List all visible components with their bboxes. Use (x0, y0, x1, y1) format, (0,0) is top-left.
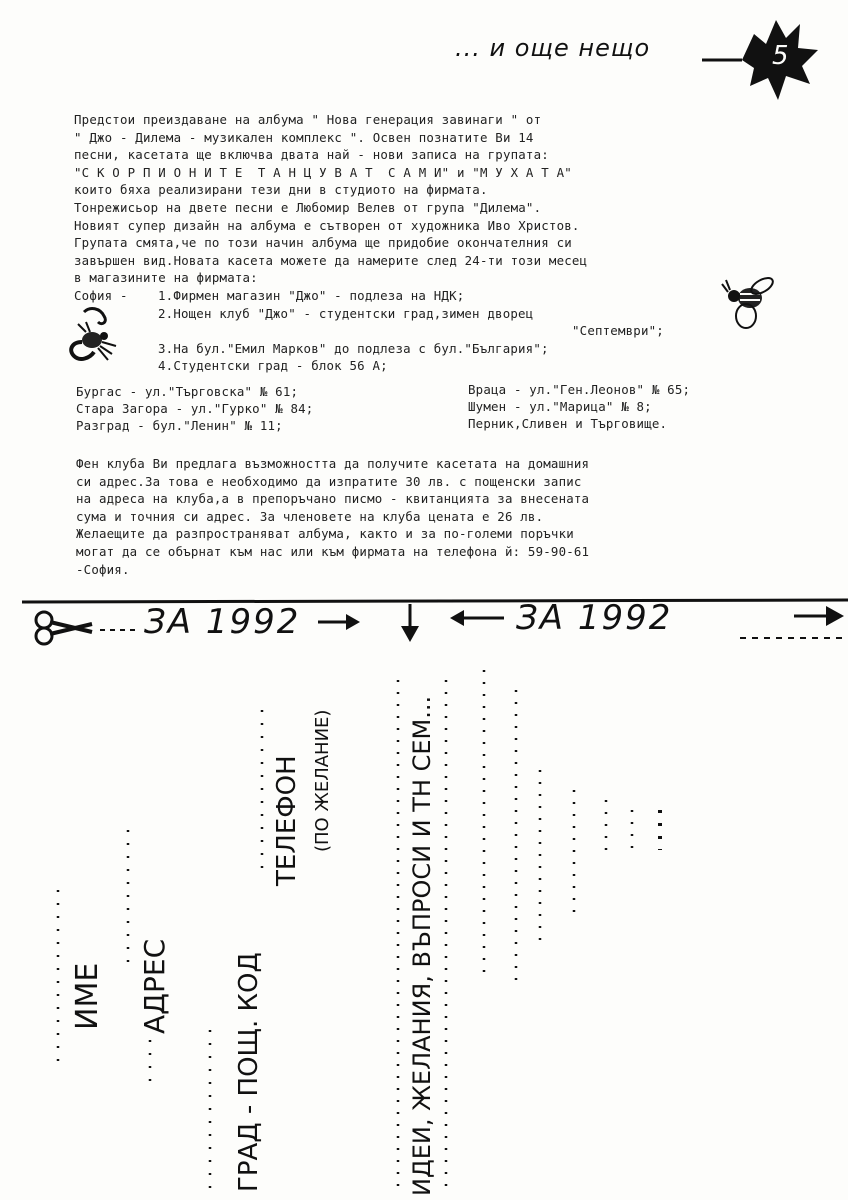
arrow-right-end-icon (794, 606, 844, 626)
shop-item: 1.Фирмен магазин "Джо" - подлеза на НДК; (158, 288, 465, 303)
text-line: Групата смята,че по този начин албума ще придобие окончателния си (74, 235, 572, 251)
text-line: Предстои преиздаване на албума " Нова генерация завинаги " от (74, 112, 542, 127)
text-line: които бяха реализирани тези дни в студиото на фирмата. (74, 182, 488, 198)
year-label-left: ЗА 1992 (144, 602, 301, 642)
text-line: "С К О Р П И О Н И Т Е Т А Н Ц У В А Т С А М И" и "М У Х А Т А" (74, 164, 572, 180)
maple-leaf-icon (702, 14, 822, 104)
text-line: завършен вид.Новата касета можете да намерите след 24-ти този месец (74, 252, 588, 268)
shop-item: 4.Студентски град - блок 56 А; (158, 358, 388, 374)
header-title: ... и още нещо (455, 34, 651, 62)
arrow-left-icon (450, 610, 504, 626)
scorpion-icon (64, 306, 120, 366)
text-line: Фен клуба Ви предлага възможността да получите касетата на домашния (76, 456, 590, 471)
field-city-code-label: ГРАД - ПОЩ. КОД (234, 952, 264, 1192)
cut-line (0, 590, 848, 654)
text-line: " Джо - Дилема - музикален комплекс ". Освен познатите Ви 14 (74, 129, 534, 145)
shop-item: "Септември"; (572, 323, 664, 339)
page-number: 5 (772, 41, 789, 71)
field-address-label: АДРЕС (138, 938, 171, 1034)
dotted-write-lines (0, 650, 848, 1200)
city-item: Стара Загора - ул."Гурко" № 84; (76, 401, 314, 416)
arrow-right-icon (318, 614, 360, 630)
arrow-down-icon (401, 604, 419, 642)
text-line: -София. (76, 561, 130, 577)
shop-item: 2.Нощен клуб "Джо" - студентски град,зимен дворец (158, 305, 534, 321)
city-item: Разград - бул."Ленин" № 11; (76, 418, 283, 433)
field-phone-label: ТЕЛЕФОН (272, 755, 302, 886)
text-line: Новият супер дизайн на албума е сътворен от художника Иво Христов. (74, 217, 580, 233)
text-line: на адреса на клуба,а в препоръчано писмо - квитанцията за внесената (76, 491, 590, 507)
shop-item: 3.На бул."Емил Марков" до подлеза с бул."България"; (158, 340, 549, 356)
city-item: Бургас - ул."Търговска" № 61; (76, 384, 299, 399)
text-line: си адрес.За това е необходимо да изпратите 30 лв. с пощенски запис (76, 473, 582, 489)
text-line: песни, касетата ще включва двата най - нови записа на групата: (74, 147, 549, 163)
field-phone-note: (ПО ЖЕЛАНИЕ) (312, 709, 333, 852)
bee-icon (716, 276, 784, 332)
text-line: Желаещите да разпространяват албума, както и за по-големи поръчки (76, 526, 574, 542)
city-item: Шумен - ул."Марица" № 8; (468, 399, 652, 414)
city-item: Враца - ул."Ген.Леонов" № 65; (468, 382, 691, 397)
text-line: в магазините на фирмата: (74, 270, 258, 286)
field-name-label: ИМЕ (70, 962, 105, 1030)
text-line: сума и точния си адрес. За членовете на клуба цената е 26 лв. (76, 508, 544, 524)
text-line: могат да се обърнат към нас или към фирмата на телефона й: 59-90-61 (76, 544, 590, 559)
year-label-right: ЗА 1992 (516, 598, 673, 638)
city-item: Перник,Сливен и Търговище. (468, 416, 668, 431)
text-line: Тонрежисьор на двете песни е Любомир Велев от група "Дилема". (74, 200, 542, 215)
sofia-label: София - (74, 288, 128, 303)
scissors-icon (36, 612, 92, 644)
field-ideas-label: ИДЕИ, ЖЕЛАНИЯ, ВЪПРОСИ И ТН СЕМ... (408, 695, 436, 1196)
